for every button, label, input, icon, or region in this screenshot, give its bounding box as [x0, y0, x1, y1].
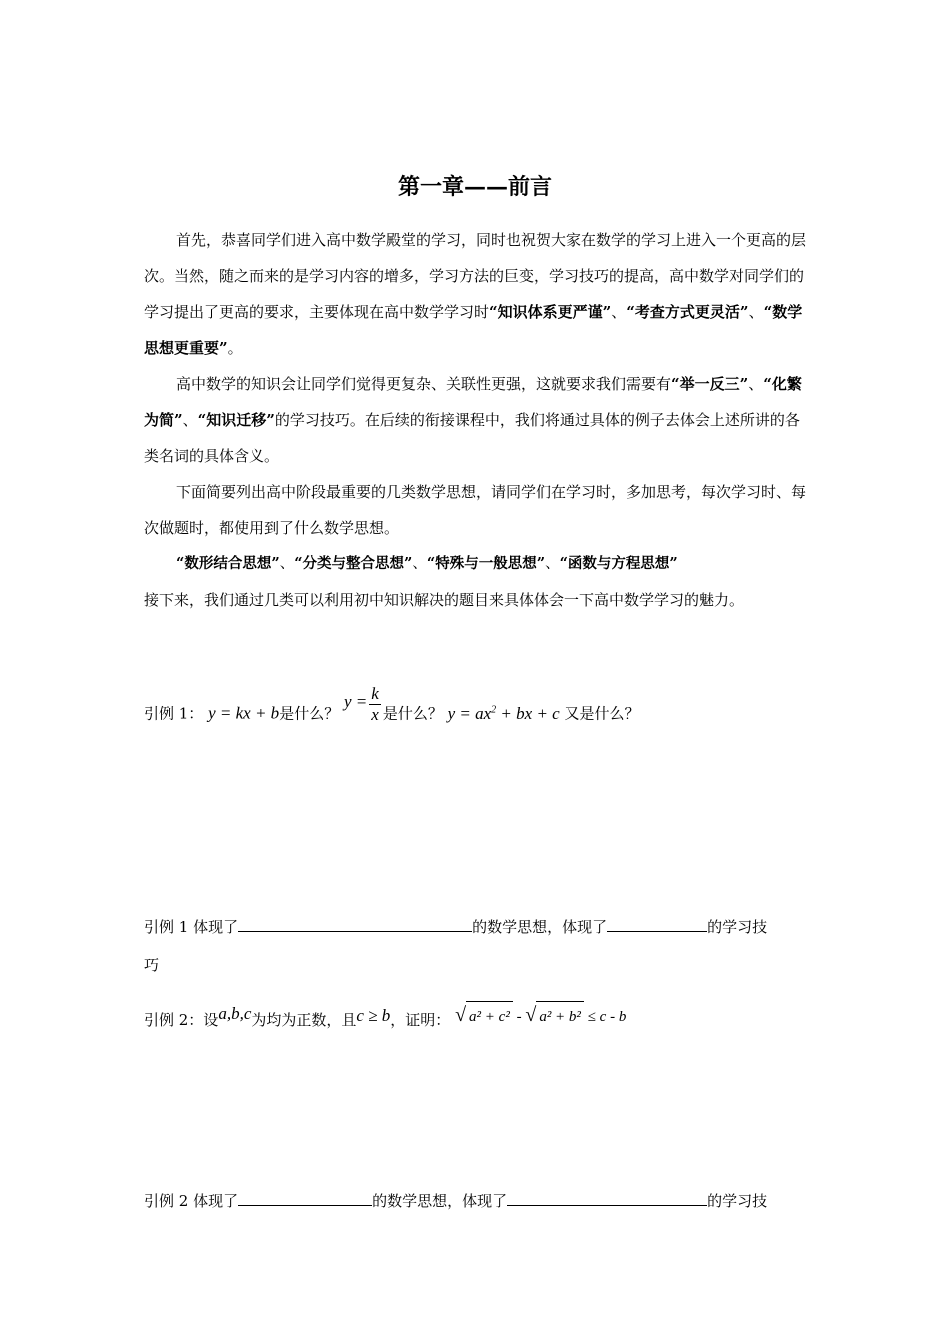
example-2-reflection: 引例 2 体现了 的数学思想，体现了 的学习技 — [144, 1186, 824, 1216]
example-1-reflection-cont: 巧 — [144, 956, 160, 974]
example-1-reflection: 引例 1 体现了 的数学思想，体现了 的学习技 — [144, 912, 824, 942]
answer-blank-skill-2[interactable] — [507, 1189, 707, 1206]
condition: c ≥ b — [356, 1006, 391, 1025]
variables: a,b,c — [218, 1004, 252, 1023]
answer-blank-thought-1[interactable] — [238, 915, 472, 932]
example-2: 引例 2：设a,b,c为均为正数，且c ≥ b，证明： √ a² + c² - √ a² + b² ≤ c - b — [144, 1004, 824, 1036]
formula-linear: y = kx + b — [208, 703, 280, 723]
chapter-title: 第一章——前言 — [397, 174, 552, 200]
formula-inverse-lhs: y = — [343, 691, 368, 711]
inequality-formula: √ a² + c² - √ a² + b² ≤ c - b — [455, 1009, 626, 1025]
formula-inverse-fraction: $\frac{k}{x}$ — [371, 684, 379, 724]
answer-blank-thought-2[interactable] — [238, 1189, 372, 1206]
sep-2: 、 — [412, 556, 427, 572]
example-1: 引例 1： y = kx + b是什么？ y = $\frac{k}{x}$ 是什么？ $y = ax^2$ + bx + c 又是什么？ — [144, 684, 640, 724]
sep-3: 、 — [545, 556, 560, 572]
sqrt-icon-2: √ — [525, 1004, 537, 1026]
thoughts-list: “数形结合思想”、“分类与整合思想”、“特殊与一般思想”、“函数与方程思想” — [176, 555, 678, 572]
thoughts-intro-paragraph: 下面简要列出高中阶段最重要的几类数学思想，请同学们在学习时，多加思考，每次学习时、每次做题时，都使用到了什么数学思想。 — [144, 483, 807, 537]
answer-blank-skill-1[interactable] — [607, 915, 707, 932]
sqrt-icon: √ — [455, 1004, 467, 1026]
formula-quadratic: $y = ax^2$ + bx + c — [447, 703, 560, 723]
intro-paragraph: 首先，恭喜同学们进入高中数学殿堂的学习，同时也祝贺大家在数学的学习上进入一个更高的层次。当然，随之而来的是学习内容的增多，学习方法的巨变，学习技巧的提高，高中数学对同学们的学习提出了更高的要求，主要体现在高中数学学习时“知识体系更严谨”、“考查方式更灵活”、“数学思想更重要”。 — [144, 231, 807, 357]
skills-paragraph: 高中数学的知识会让同学们觉得更复杂、关联性更强，这就要求我们需要有“举一反三”、“化繁为简”、“知识迁移”的学习技巧。在后续的衔接课程中，我们将通过具体的例子去体会上述所讲的各类名词的具体含义。 — [144, 375, 802, 465]
next-paragraph: 接下来，我们通过几类可以利用初中知识解决的题目来具体体会一下高中数学学习的魅力。 — [144, 591, 745, 609]
